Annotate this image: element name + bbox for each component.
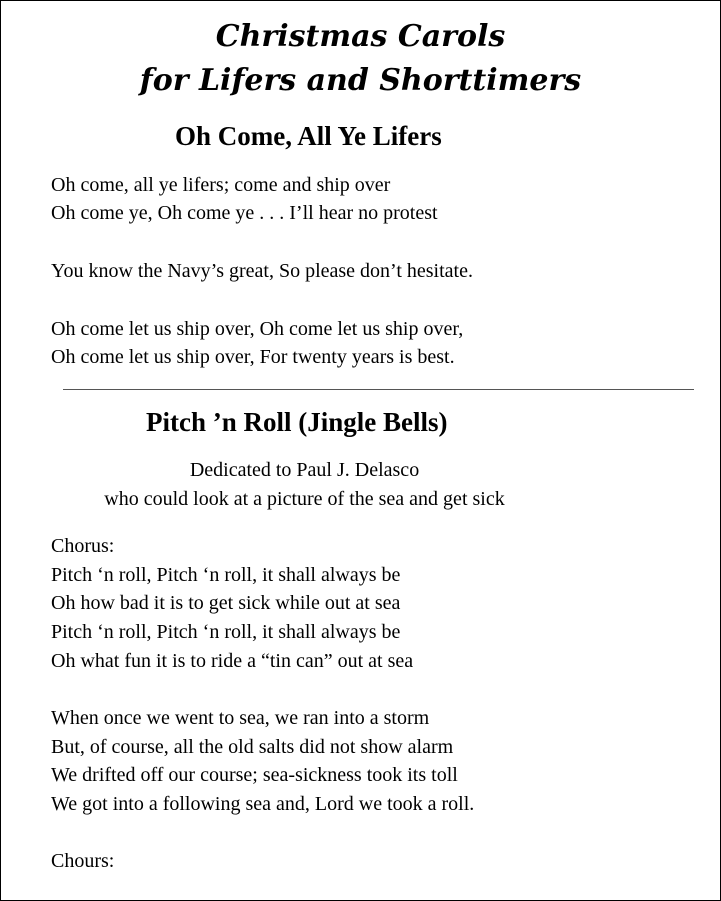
page-title-line-2: for Lifers and Shorttimers bbox=[139, 63, 582, 98]
song2-chorus-line: Oh what fun it is to ride a “tin can” out at sea bbox=[51, 650, 414, 672]
song2-verse-line: We got into a following sea and, Lord we took a roll. bbox=[51, 793, 475, 815]
song2-chorus-line: Pitch ‘n roll, Pitch ‘n roll, it shall always be bbox=[51, 621, 401, 643]
song2-verse-line: But, of course, all the old salts did not show alarm bbox=[51, 736, 454, 758]
song2-chorus-line: Oh how bad it is to get sick while out at sea bbox=[51, 592, 401, 614]
song1-line: You know the Navy’s great, So please don’t hesitate. bbox=[51, 260, 473, 282]
song2-end-label: Chours: bbox=[51, 850, 115, 872]
song2-chorus-line: Pitch ‘n roll, Pitch ‘n roll, it shall always be bbox=[51, 564, 401, 586]
song2-verse-line: When once we went to sea, we ran into a storm bbox=[51, 707, 430, 729]
song1-line: Oh come, all ye lifers; come and ship over bbox=[51, 174, 391, 196]
song2-title: Pitch ’n Roll (Jingle Bells) bbox=[146, 407, 448, 437]
song1-title: Oh Come, All Ye Lifers bbox=[175, 121, 442, 151]
song2-chorus-label: Chorus: bbox=[51, 535, 115, 557]
song2-dedication-line: who could look at a picture of the sea and get sick bbox=[104, 488, 505, 510]
song1-line: Oh come let us ship over, Oh come let us ship over, bbox=[51, 318, 464, 340]
song2-verse-line: We drifted off our course; sea-sickness took its toll bbox=[51, 764, 458, 786]
section-divider bbox=[63, 389, 694, 390]
song1-line: Oh come let us ship over, For twenty years is best. bbox=[51, 346, 455, 368]
song1-line: Oh come ye, Oh come ye . . . I’ll hear no protest bbox=[51, 202, 438, 224]
page-title-line-1: Christmas Carols bbox=[215, 19, 506, 54]
song2-dedication-line: Dedicated to Paul J. Delasco bbox=[189, 459, 420, 481]
